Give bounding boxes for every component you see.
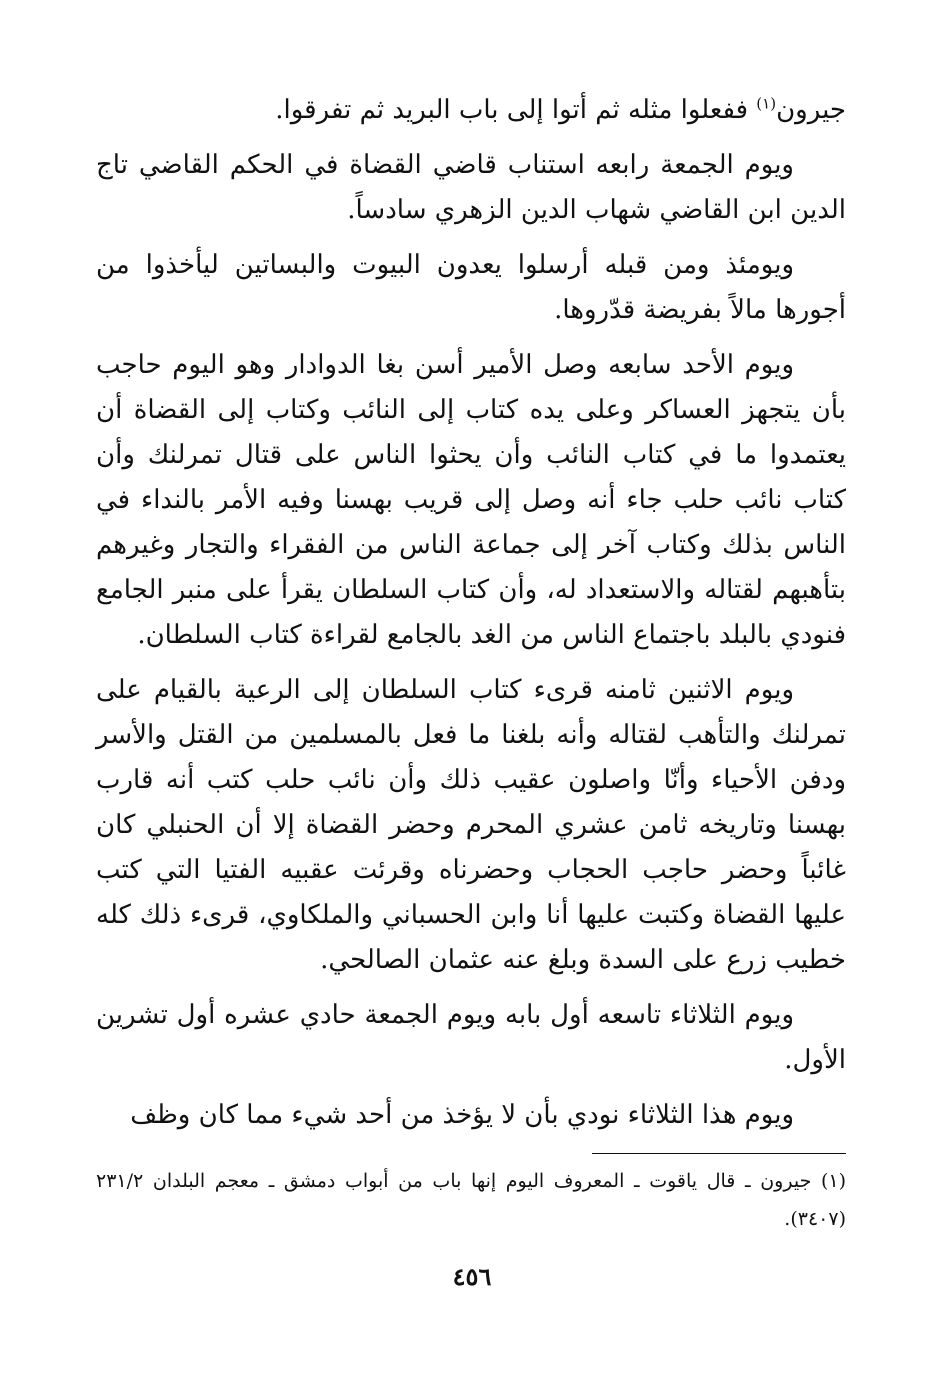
paragraph-6: ويوم الثلاثاء تاسعه أول بابه ويوم الجمعة حادي عشره أول تشرين الأول.: [96, 1000, 846, 1075]
main-text: [96, 88, 846, 1148]
paragraph-3: ويومئذ ومن قبله أرسلوا يعدون البيوت والبساتين ليأخذوا من أجورها مالاً بفريضة قدّروها.: [96, 250, 846, 325]
footnote-divider: [592, 1153, 846, 1154]
footnote-reference[interactable]: (١): [756, 94, 777, 113]
footnote: (١) جيرون ـ قال ياقوت ـ المعروف اليوم إنها باب من أبواب دمشق ـ معجم البلدان ٢٣١/٢ (٣٤٠٧).: [96, 1170, 846, 1230]
paragraph-1: [96, 88, 846, 133]
paragraph-2: ويوم الجمعة رابعه استناب قاضي القضاة في الحكم القاضي تاج الدين ابن القاضي شهاب الدين الزهري سادساً.: [96, 150, 846, 225]
paragraph-1-rest: ففعلوا مثله ثم أتوا إلى باب البريد ثم تفرقوا.: [275, 95, 757, 125]
page-number: ٤٥٦: [452, 1262, 492, 1291]
paragraph-5: ويوم الاثنين ثامنه قرىء كتاب السلطان إلى الرعية بالقيام على تمرلنك والتأهب لقتاله وأنه بلغنا ما فعل بالمسلمين من القتل والأسر ودفن الأحياء وأنّا واصلون عقيب ذلك وأن نائب حلب كتب أنه قارب بهسنا وتاريخه ثامن عشري المحرم وحضر القضاة إلا أن الحنبلي كان غائباً وحضر حاجب الحجاب وحضرناه وقرئت عقبيه الفتيا التي كتب عليها القضاة وكتبت عليها أنا وابن الحسباني والملكاوي، قرىء ذلك كله خطيب زرع على السدة وبلغ عنه عثمان الصالحي.: [96, 675, 846, 975]
paragraph-4: ويوم الأحد سابعه وصل الأمير أسن بغا الدوادار وهو اليوم حاجب بأن يتجهز العساكر وعلى يده كتاب إلى النائب وكتاب إلى القضاة أن يعتمدوا ما في كتاب النائب وأن يحثوا الناس على قتال تمرلنك وأن كتاب نائب حلب جاء أنه وصل إلى قريب بهسنا وفيه الأمر بالنداء في الناس بذلك وكتاب آخر إلى جماعة الناس من الفقراء والتجار وغيرهم بتأهبهم لقتاله والاستعداد له، وأن كتاب السلطان يقرأ على منبر الجامع فنودي بالبلد باجتماع الناس من الغد بالجامع لقراءة كتاب السلطان.: [96, 350, 846, 650]
paragraph-7: ويوم هذا الثلاثاء نودي بأن لا يؤخذ من أحد شيء مما كان وظف: [130, 1100, 794, 1130]
paragraph-1-start: جيرون: [776, 95, 846, 125]
